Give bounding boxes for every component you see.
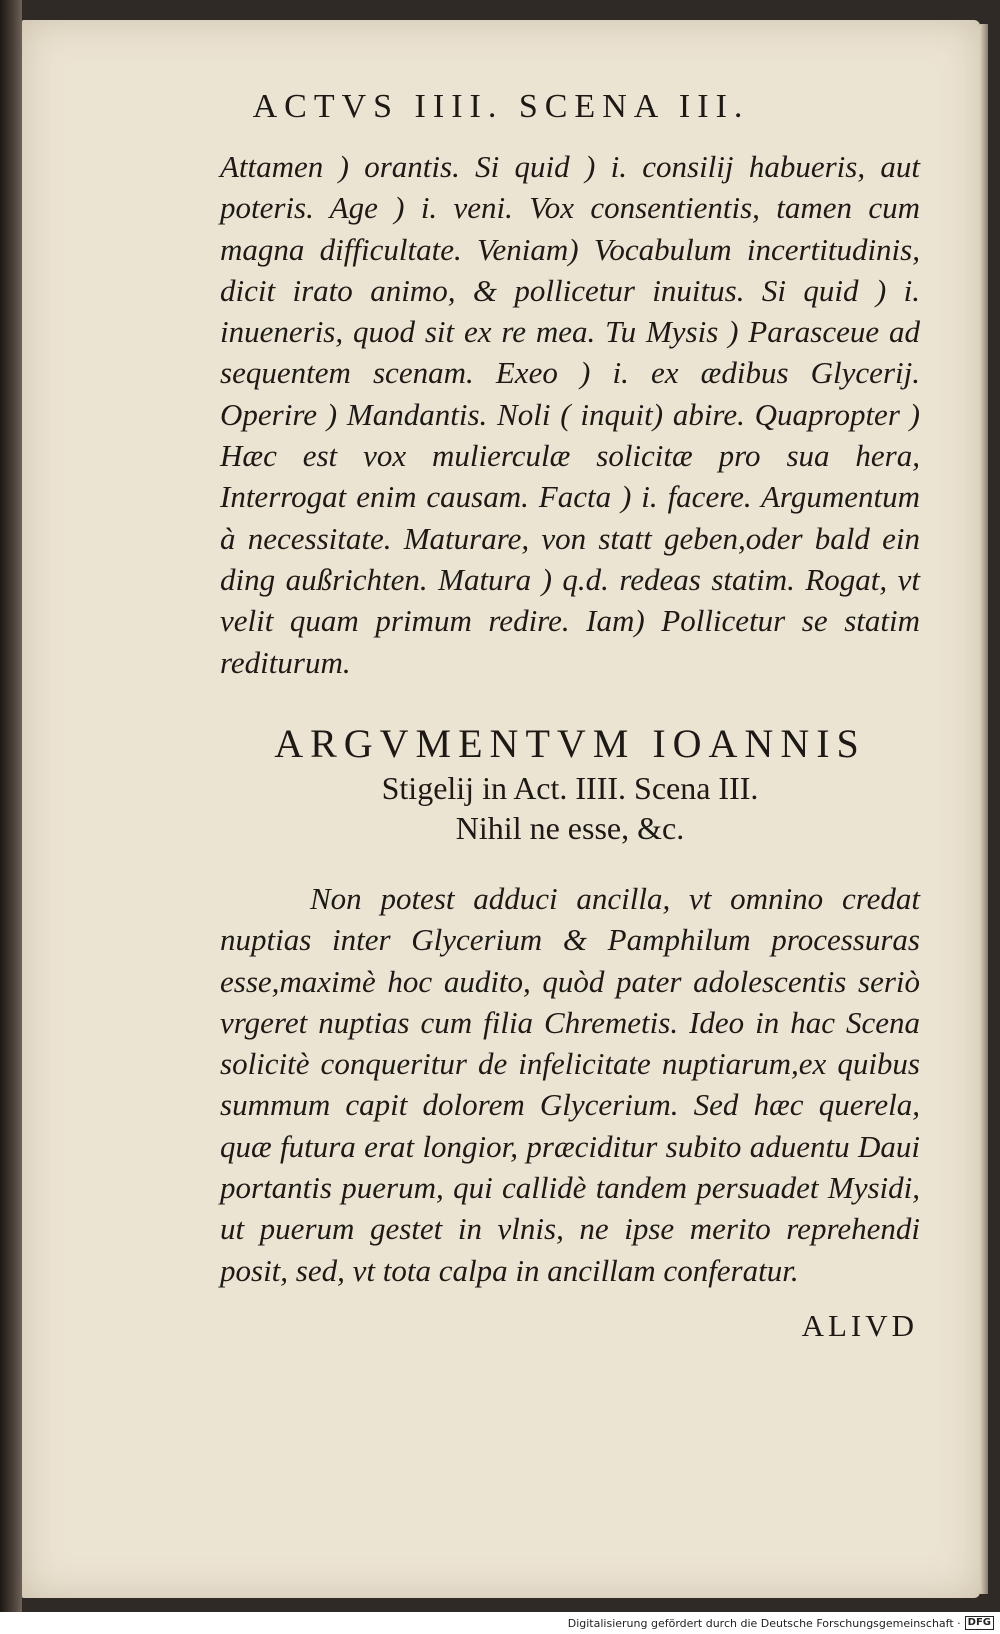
digitization-credit — [568, 1616, 994, 1630]
commentary-paragraph: Attamen ) orantis. Si quid ) i. consilij habueris, aut poteris. Age ) i. veni. Vox consentientis, tamen cum magna difficultate. Veniam) Vocabulum incertitudinis, dicit irato animo, & pollicetur inuitus. Si quid ) i. inueneris, quod sit ex re mea. Tu Mysis ) Parasceue ad sequentem scenam. Exeo ) i. ex ædibus Glycerij. Operire ) Mandantis. Noli ( inquit) abire. Quapropter ) Hæc est vox mulierculæ solicitæ pro sua hera, Interrogat enim causam. Facta ) i. facere. Argumentum à necessitate. Maturare, von statt geben,oder bald ein ding außrichten. Matura ) q.d. redeas statim. Rogat, vt velit quam primum redire. Iam) Pollicetur se statim rediturum. — [220, 149, 920, 680]
page-edge — [980, 24, 988, 1594]
argument-title: ARGVMENTVM IOANNIS — [274, 721, 866, 766]
running-header: ACTVS IIII. SCENA III. — [252, 88, 750, 125]
credit-text: Digitalisierung gefördert durch die Deutsche Forschungsgemeinschaft · — [567, 1616, 961, 1630]
book-page — [22, 20, 980, 1598]
dfg-logo: DFG — [965, 1616, 994, 1630]
argument-subtitle-line-1: Stigelij in Act. IIII. Scena III. — [381, 770, 759, 806]
catchword: ALIVD — [801, 1308, 918, 1343]
argument-paragraph: Non potest adduci ancilla, vt omnino credat nuptias inter Glycerium & Pamphilum processuras esse,maximè hoc audito, quòd pater adolescentis seriò vrgeret nuptias cum filia Chremetis. Ideo in hac Scena solicitè conqueritur de infelicitate nuptiarum,ex quibus summum capit dolorem Glycerium. Sed hæc querela, quæ futura erat longior, præciditur subito aduentu Daui portantis puerum, qui callidè tandem persuadet Mysidi, ut puerum gestet in vlnis, ne ipse merito reprehendi posit, sed, vt tota calpa in ancillam conferatur. — [220, 881, 920, 1288]
argument-subtitle-line-2: Nihil ne esse, &c. — [455, 810, 685, 846]
argument-subtitle — [220, 768, 920, 848]
book-spine — [0, 0, 22, 1612]
